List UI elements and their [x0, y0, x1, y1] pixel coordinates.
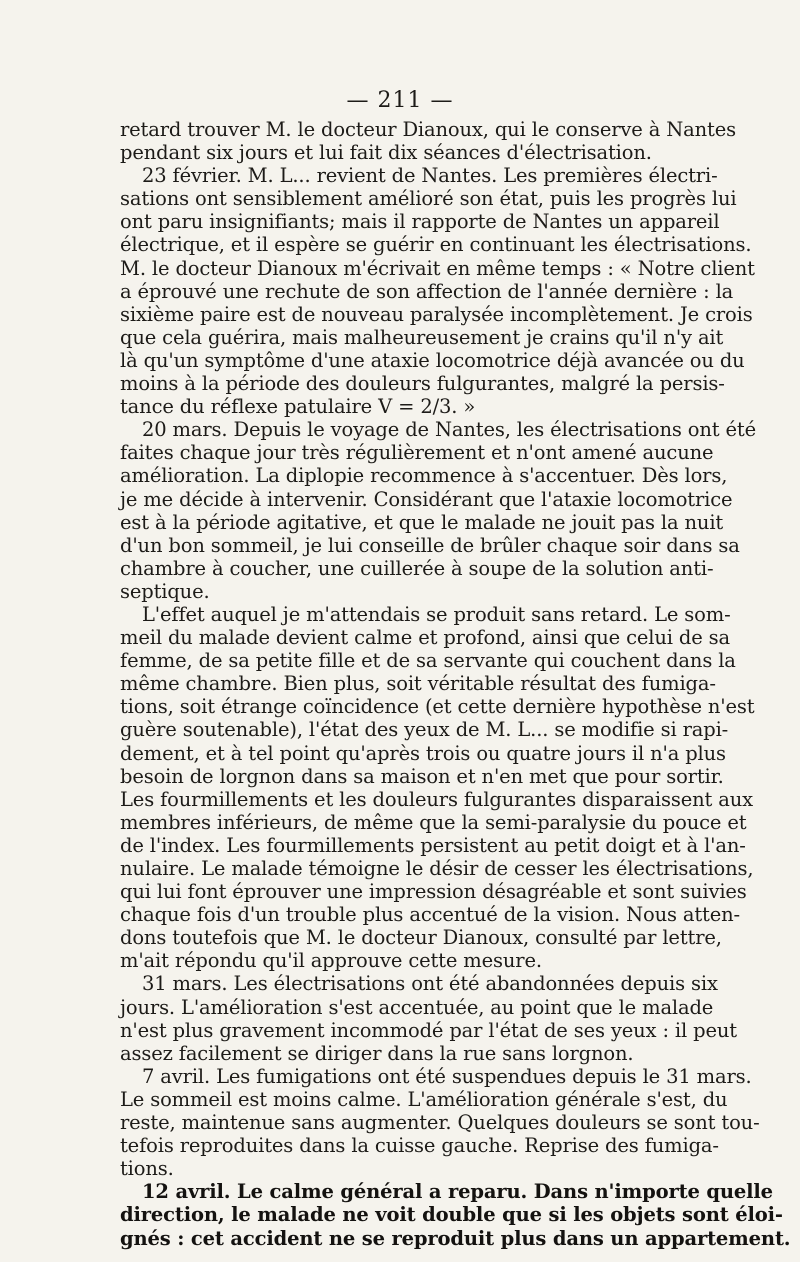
text-line: Les fourmillements et les douleurs fulgurantes disparaissent aux	[120, 787, 753, 811]
text-line: moins à la période des douleurs fulgurantes, malgré la persis-	[120, 372, 725, 396]
text-line: n'est plus gravement incommodé par l'état de ses yeux : il peut	[120, 1018, 737, 1042]
text-line: qui lui font éprouver une impression désagréable et sont suivies	[120, 880, 747, 904]
text-line: sations ont sensiblement amélioré son état, puis les progrès lui	[120, 187, 737, 211]
text-line: chambre à coucher, une cuillerée à soupe de la solution anti-	[120, 556, 714, 580]
text-line: que cela guérira, mais malheureusement je crains qu'il n'y ait	[120, 325, 724, 349]
text-line: gnés : cet accident ne se reproduit plus dans un appartement.	[120, 1226, 791, 1250]
text-line: L'effet auquel je m'attendais se produit sans retard. Le som-	[142, 602, 731, 626]
text-line: tefois reproduites dans la cuisse gauche. Reprise des fumiga-	[120, 1134, 719, 1158]
text-line: nulaire. Le malade témoigne le désir de cesser les électrisations,	[120, 857, 754, 880]
text-line: dons toutefois que M. le docteur Dianoux, consulté par lettre,	[120, 926, 722, 950]
text-line: membres inférieurs, de même que la semi-paralysie du pouce et	[120, 810, 747, 834]
text-line: guère soutenable), l'état des yeux de M. L... se modifie si rapi-	[120, 718, 729, 742]
text-line: tance du réflexe patulaire V = 2/3. »	[120, 395, 476, 419]
text-line: pendant six jours et lui fait dix séances d'électrisation.	[120, 141, 652, 165]
text-line: 7 avril. Les fumigations ont été suspendues depuis le 31 mars.	[142, 1064, 752, 1088]
text-line: m'ait répondu qu'il approuve cette mesure.	[120, 949, 542, 973]
text-line: besoin de lorgnon dans sa maison et n'en met que pour sortir.	[120, 764, 724, 788]
text-line: dement, et à tel point qu'après trois ou quatre jours il n'a plus	[120, 741, 726, 765]
text-line: d'un bon sommeil, je lui conseille de brûler chaque soir dans sa	[120, 533, 740, 557]
text-line: direction, le malade ne voit double que si les objets sont éloi-	[120, 1203, 783, 1227]
text-line: chaque fois d'un trouble plus accentué de la vision. Nous atten-	[120, 903, 740, 927]
text-line: je me décide à intervenir. Considérant que l'ataxie locomotrice	[120, 487, 733, 511]
text-line: jours. L'amélioration s'est accentuée, au point que le malade	[120, 995, 714, 1019]
text-line: femme, de sa petite fille et de sa servante qui couchent dans la	[120, 649, 736, 673]
text-line: reste, maintenue sans augmenter. Quelques douleurs se sont tou-	[120, 1111, 760, 1135]
text-line: sixième paire est de nouveau paralysée incomplètement. Je crois	[120, 302, 753, 326]
text-line: là qu'un symptôme d'une ataxie locomotrice déjà avancée ou du	[120, 348, 745, 372]
text-line: a éprouvé une rechute de son affection de l'année dernière : la	[120, 279, 734, 303]
text-line: 31 mars. Les électrisations ont été abandonnées depuis six	[142, 972, 718, 996]
text-line: est à la période agitative, et que le malade ne jouit pas la nuit	[120, 510, 724, 534]
text-line: faites chaque jour très régulièrement et n'ont amené aucune	[120, 441, 714, 465]
page-number: — 211 —	[346, 88, 454, 113]
text-line: 23 février. M. L... revient de Nantes. Les premières électri-	[142, 164, 718, 188]
text-line: électrique, et il espère se guérir en continuant les électrisations.	[120, 233, 752, 257]
text-line: 12 avril. Le calme général a reparu. Dans n'importe quelle	[142, 1180, 773, 1204]
text-line: M. le docteur Dianoux m'écrivait en même temps : « Notre client	[120, 256, 755, 280]
text-line: septique.	[120, 579, 210, 603]
body-text	[120, 118, 791, 1250]
text-line: assez facilement se diriger dans la rue sans lorgnon.	[120, 1041, 634, 1065]
text-line: tions.	[120, 1157, 174, 1181]
text-line: tions, soit étrange coïncidence (et cette dernière hypothèse n'est	[120, 695, 755, 719]
text-line: amélioration. La diplopie recommence à s'accentuer. Dès lors,	[120, 464, 728, 488]
text-line: de l'index. Les fourmillements persistent au petit doigt et à l'an-	[120, 833, 746, 857]
text-line: même chambre. Bien plus, soit véritable résultat des fumiga-	[120, 672, 716, 696]
text-line: meil du malade devient calme et profond, ainsi que celui de sa	[120, 626, 730, 650]
text-line: ont paru insignifiants; mais il rapporte de Nantes un appareil	[120, 210, 720, 234]
text-line: retard trouver M. le docteur Dianoux, qui le conserve à Nantes	[120, 118, 736, 141]
text-line: 20 mars. Depuis le voyage de Nantes, les électrisations ont été	[142, 418, 756, 442]
text-line: Le sommeil est moins calme. L'amélioration générale s'est, du	[120, 1087, 728, 1111]
